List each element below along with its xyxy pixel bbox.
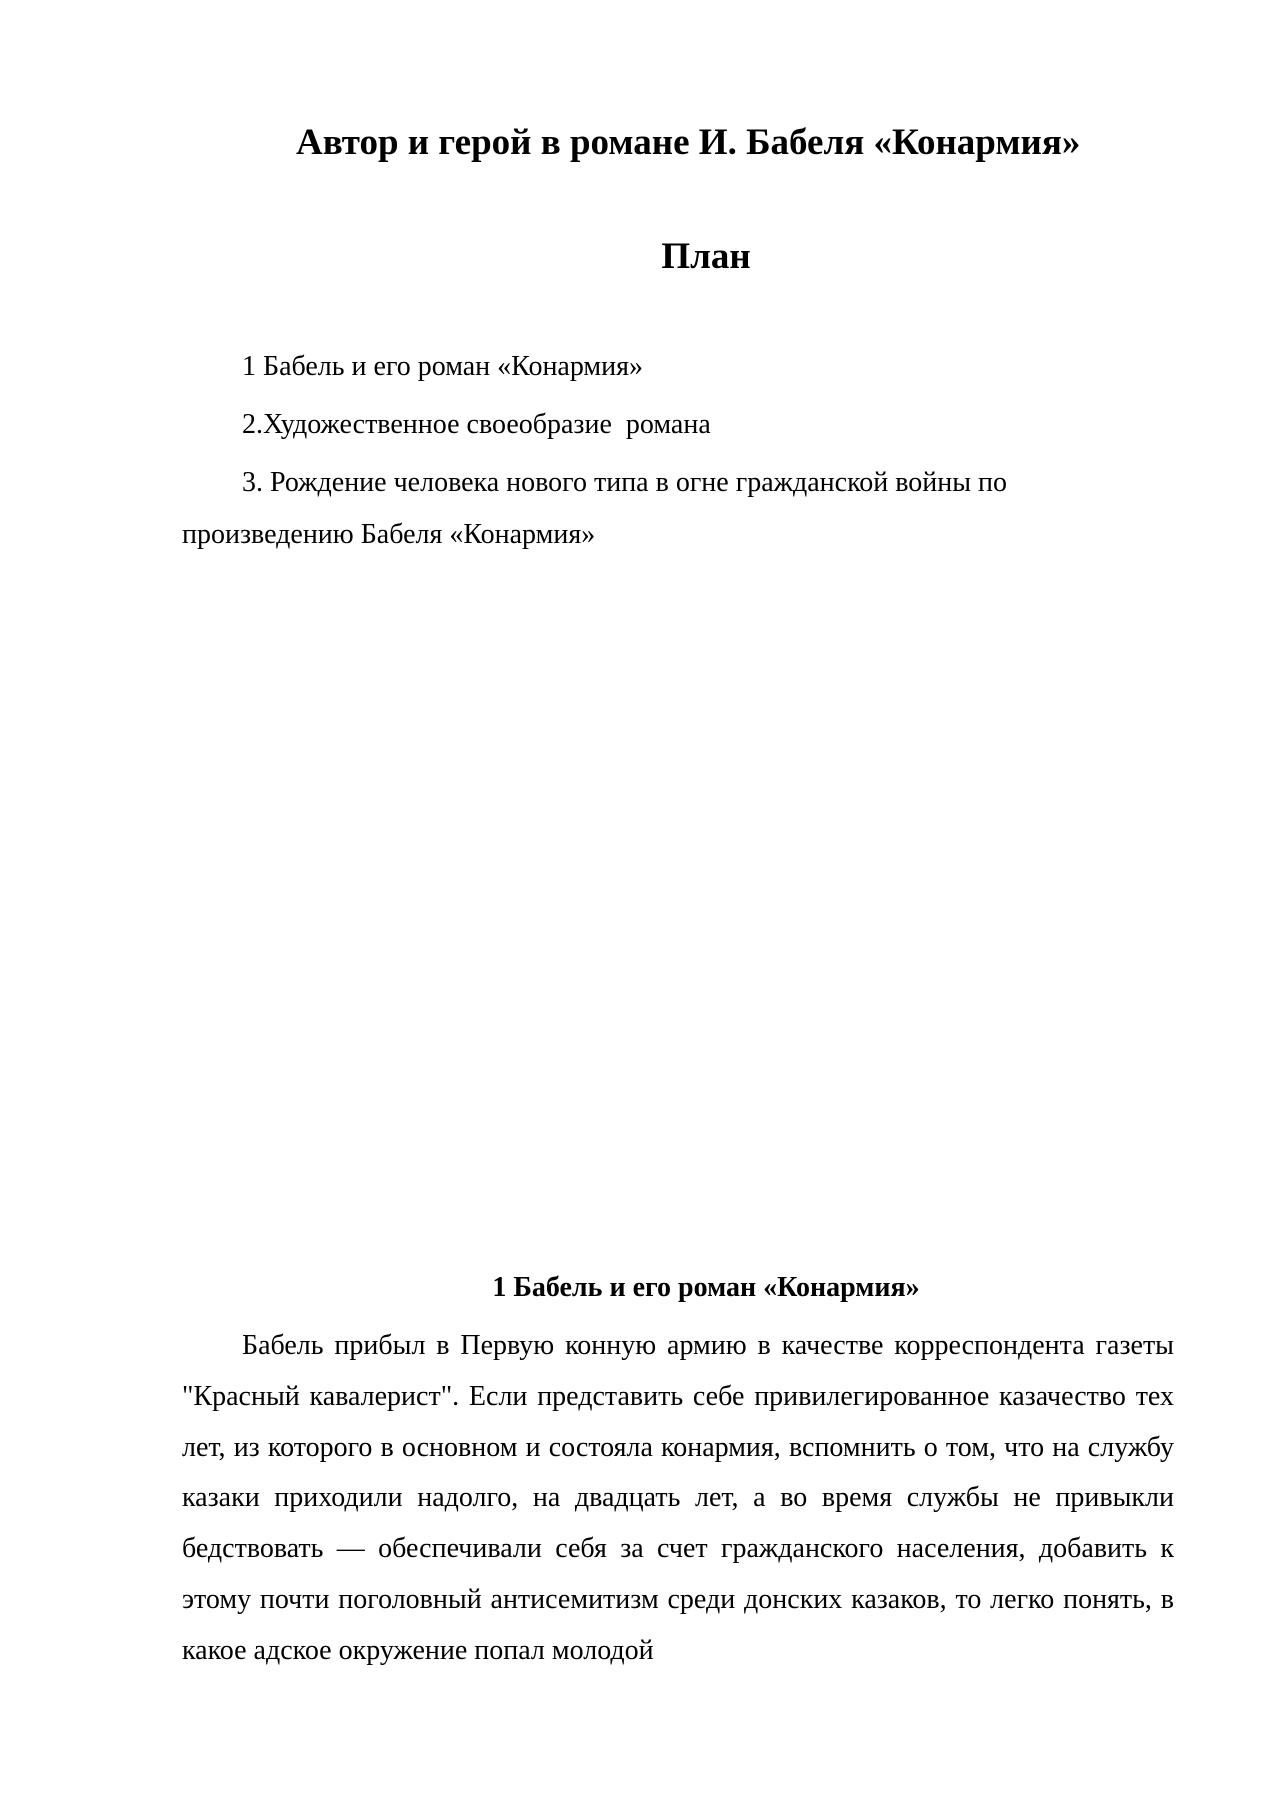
- section-heading: 1 Бабель и его роман «Конармия»: [492, 1272, 920, 1303]
- plan-item: 2.Художественное своеобразие романа: [242, 409, 711, 440]
- plan-item: 1 Бабель и его роман «Конармия»: [242, 351, 644, 382]
- body-paragraph: Бабель прибыл в Первую конную армию в качестве корреспондента газеты "Красный кавалерист". Если представить себе привилегированное казачество тех лет, из которого в основном и состояла конармия, вспомнить о том, что на службу казаки приходили надолго, на двадцать лет, а во время службы не привыкли бедствовать — обеспечивали себя за счет гражданского населения, добавить к этому почти поголовный антисемитизм среди донских казаков, то легко понять, в какое адское окружение попал молодой: [182, 1330, 1174, 1666]
- document-title: Автор и герой в романе И. Бабеля «Конармия»: [296, 122, 1081, 163]
- plan-heading: План: [661, 236, 751, 277]
- plan-item: 3. Рождение человека нового типа в огне гражданской войны по произведению Бабеля «Конармия»: [182, 467, 1008, 550]
